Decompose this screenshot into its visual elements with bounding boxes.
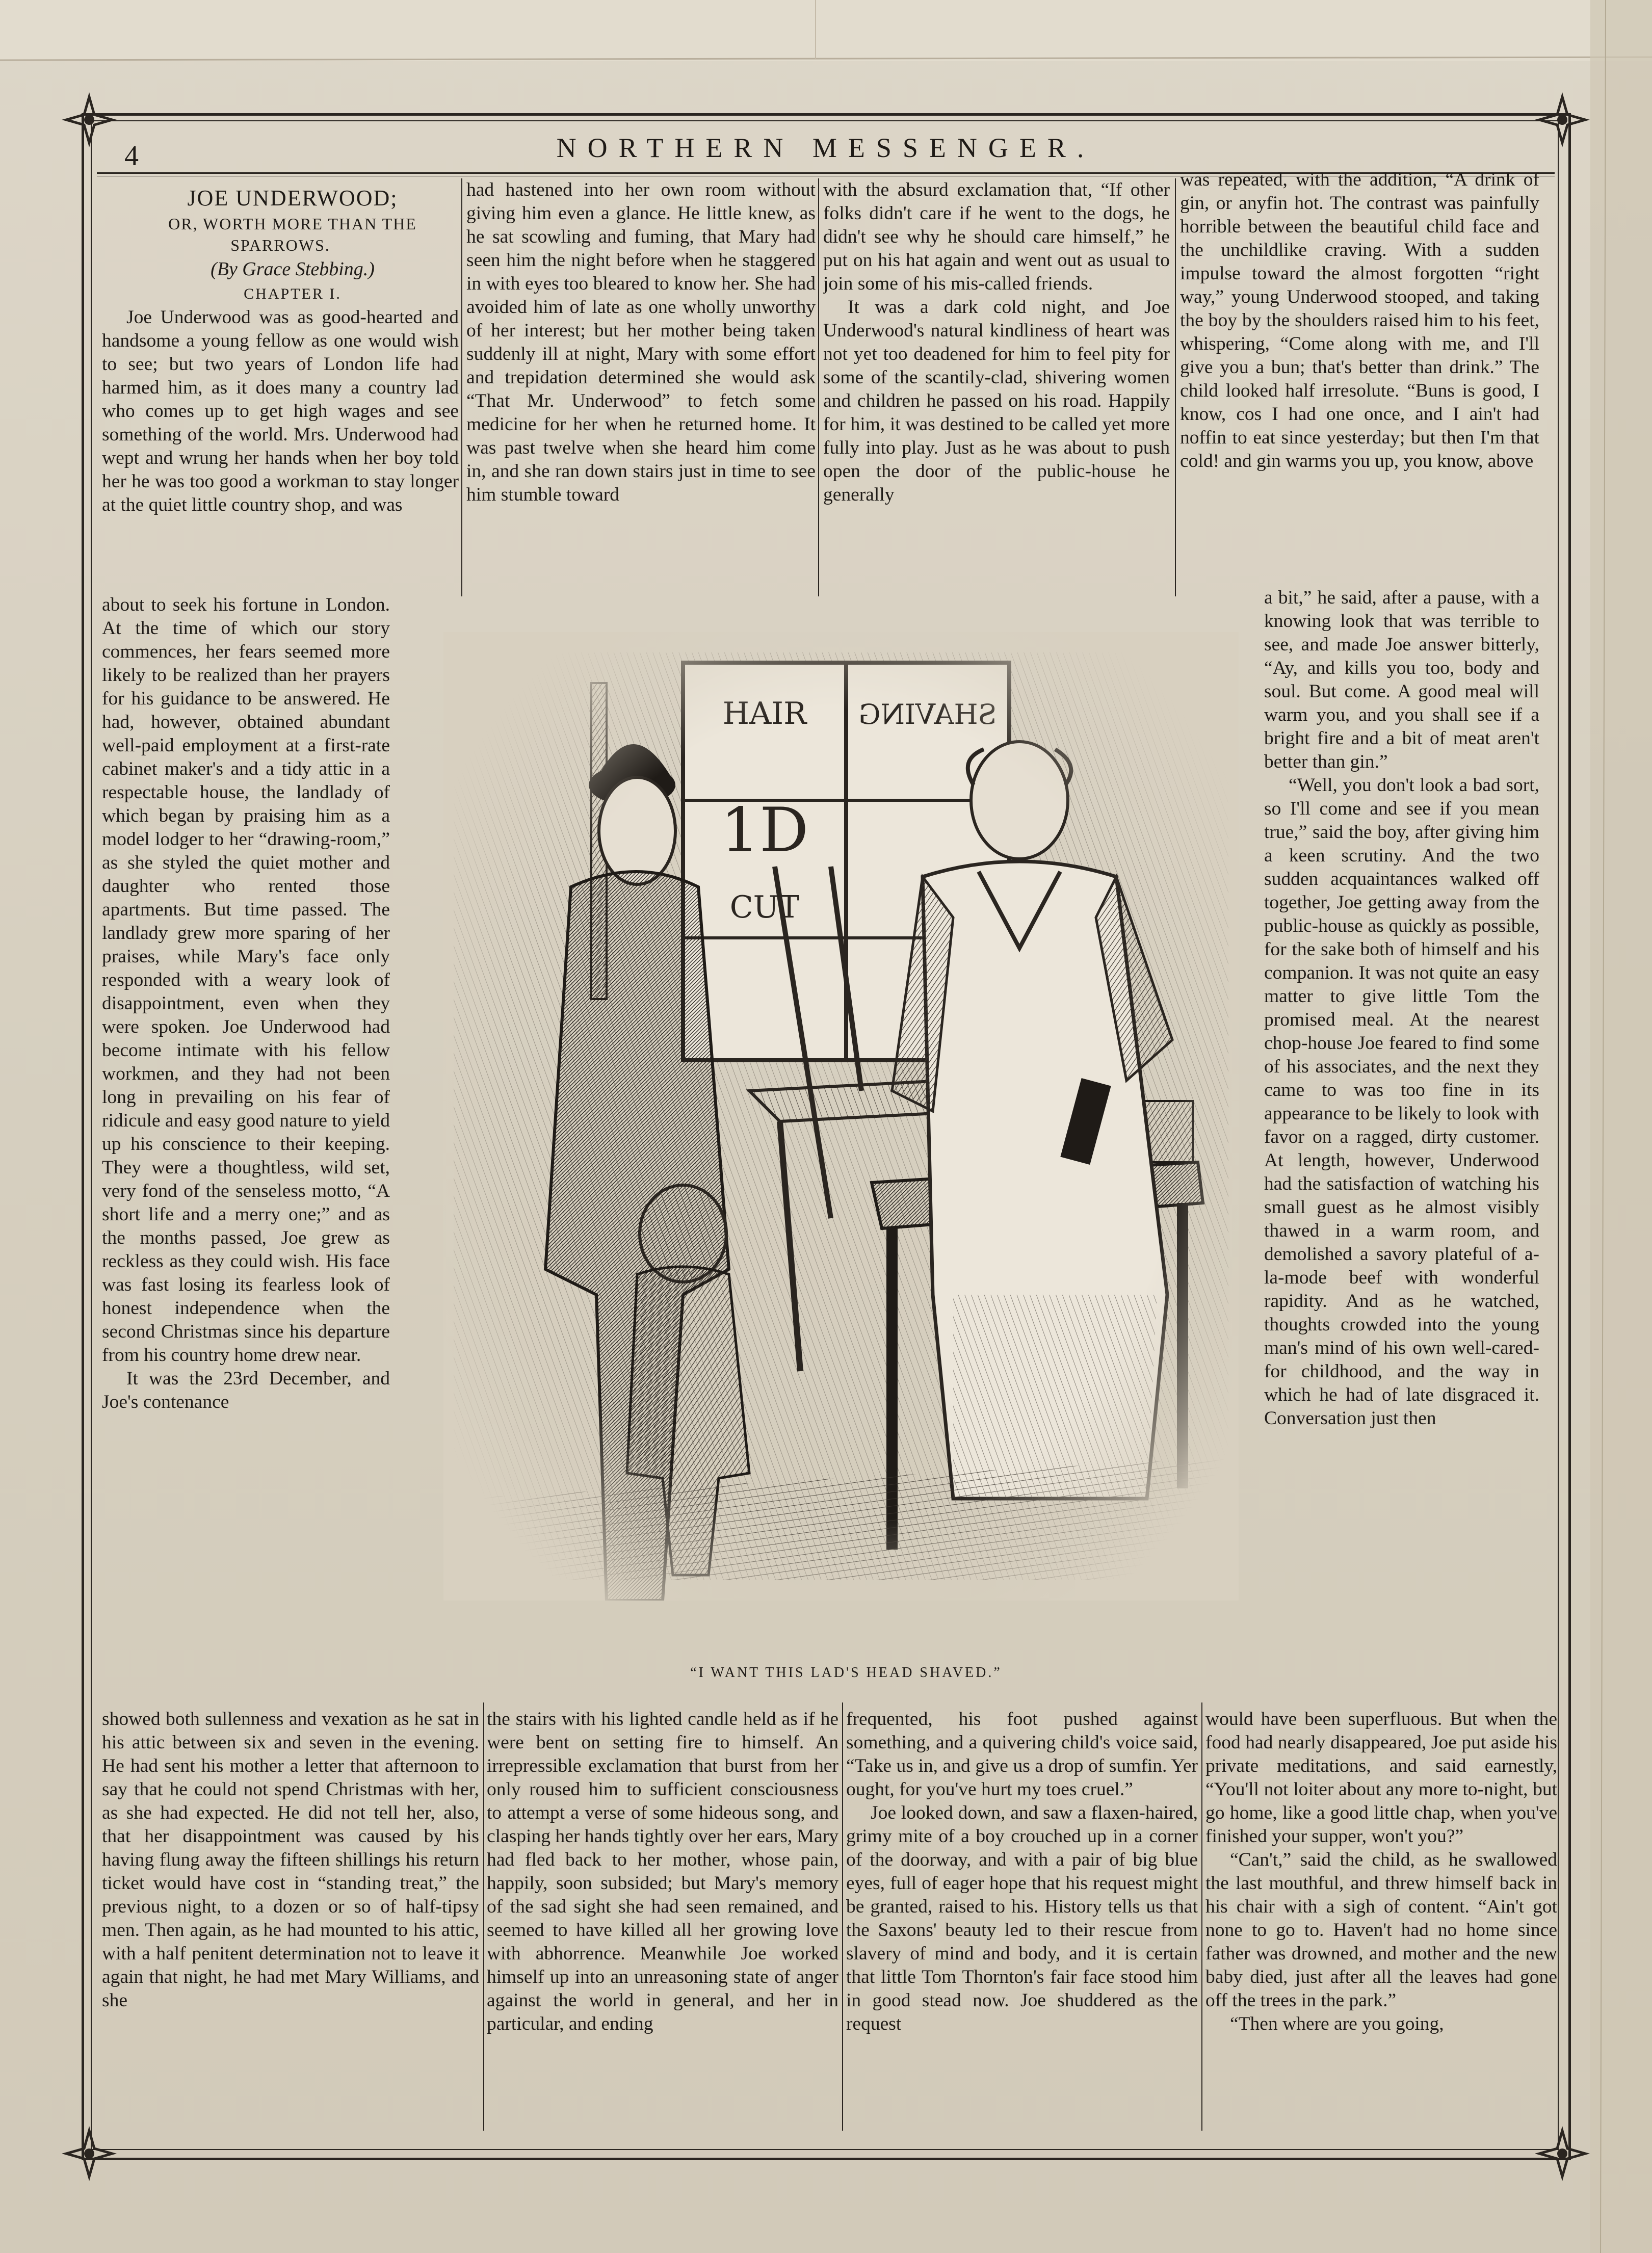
paragraph: Joe looked down, and saw a flaxen-haired, grimy mite of a boy crouched up in a corner of the doorway, and with a pair of big blue eyes, full of eager hope that his request might be granted, raised to his. History tells us that the Saxons' beauty led to their rescue from slavery of mind and body, and it is certain that little Tom Thornton's fair face stood him in good stead now. Joe shuddered as the request (846, 1802, 1198, 2034)
paragraph: “Then where are you going, (1230, 2013, 1444, 2034)
column-rule (818, 178, 819, 596)
column-1-lower (102, 593, 390, 1708)
paragraph: Joe Underwood was as good-hearted and handsome a young fellow as one would wish to see; but two years of London life had harmed him, as it does many a country lad who comes up to get high wages and see something of the world. Mrs. Underwood had wept and wrung her hands when her boy told her he was too good a workman to stay longer at the quiet little country shop, and was (102, 307, 459, 515)
column-2-bottom (487, 1708, 838, 2136)
column-2-upper (466, 178, 816, 601)
paragraph: “Well, you don't look a bad sort, so I'll come and see if you mean true,” said the boy, after giving him a keen scrutiny. And the two sudden acquaintances walked off together, Joe getting away from the public-house as quickly as possible, for the sake both of himself and his companion. It was not quite an easy matter to give little Tom the promised meal. At the nearest chop-house Joe feared to find some of his associates, and the next they came to was too fine in its appearance to be likely to look with favor on a ragged, dirty customer. At length, however, Underwood had the satisfaction of watching his small guest as he almost visibly thawed in a warm room, and demolished a savory plateful of a-la-mode beef with wonderful rapidity. And as he watched, thoughts crowded into the young man's mind of his own well-cared-for childhood, and the way in which he had of late disgraced it. Conversation just then (1264, 775, 1539, 1429)
paragraph: would have been superfluous. But when the food had nearly disappeared, Joe put aside his private meditations, and said earnestly, “You'll not loiter about any more to-night, but go home, like a good little chap, when you've finished your supper, won't you?” (1205, 1709, 1557, 1847)
column-4-bottom (1205, 1708, 1557, 2136)
column-rule (1175, 178, 1176, 596)
paragraph: about to seek his fortune in London. At the time of which our story commences, her fears seemed more likely to be realized than her prayers for his guidance to be answered. He had, however, obtained abundant well-paid employment at a first-rate cabinet maker's and a tidy attic in a respectable house, the landlady of which began by praising him as a model lodger to her “drawing-room,” as she styled the quiet mother and daughter who rented those apartments. But time passed. The landlady grew more sparing of her praises, while Mary's face only responded with a weary look of disappointment, even when they were spoken. Joe Underwood had become intimate with his fellow workmen, and they had not been long in prevailing on his fear of ridicule and easy good nature to yield up his conscience to their keeping. They were a thoughtless, wild set, very fond of the senseless motto, “A short life and a merry one;” and as the months passed, Joe grew as reckless as they could wish. His face was fast losing its fearless look of honest independence when the second Christmas since his departure from his country home drew near. (102, 594, 390, 1366)
story-subtitle: OR, WORTH MORE THAN THE SPARROWS. (168, 215, 417, 254)
paragraph: showed both sullenness and vexation as he sat in his attic between six and seven in the evening. He had sent his mother a letter that afternoon to say that he could not spend Christmas with her, as she had expected. He did not tell her, also, that her disappointment was caused by his having flung away the fifteen shillings his return ticket would have cost in “standing treat,” the previous night, to a dozen or so of half-tipsy men. Then again, as he had mounted to his attic, with a half penitent determination not to leave it again that night, he had met Mary Williams, and she (102, 1709, 479, 2011)
column-rule (461, 178, 462, 596)
masthead-title: NORTHERN MESSENGER. (556, 133, 1095, 163)
page-number: 4 (124, 140, 139, 172)
column-1-bottom (102, 1708, 479, 2136)
column-1-upper (102, 184, 459, 593)
paragraph: had hastened into her own room without giving him even a glance. He little knew, as he sat scowling and fuming, that Mary had seen him the night before when he staggered in with eyes too bleared to know her. She had avoided him of late as one wholly unworthy of her interest; but her mother being taken suddenly ill at night, Mary with some effort and trepidation determined she would ask “That Mr. Underwood” to fetch some medicine for her when he returned home. It was past twelve when she heard him come in, and she ran down stairs just in time to see him stumble toward (466, 179, 816, 505)
paragraph: It was the 23rd December, and Joe's contenance (102, 1368, 390, 1412)
paragraph: a bit,” he said, after a pause, with a knowing look that was terrible to see, and made Joe answer bitterly, “Ay, and kills you too, body and soul. But come. A good meal will warm you, and you shall see if a bright fire and a bit of meat aren't better than gin.” (1264, 587, 1539, 772)
story-title: JOE UNDERWOOD; (187, 186, 398, 211)
paragraph: was repeated, with the addition, “A drink of gin, or anyfin hot. The contrast was painfully horrible between the beautiful child face and the unchildlike craving. With a sudden impulse toward the almost forgotten “right way,” young Underwood stooped, and taking the boy by the shoulders raised him to his feet, whispering, “Come along with me, and I'll give you a bun; that's better than drink.” The child looked half irresolute. “Buns is good, I know, cos I had one once, and I ain't had noffin to eat since yesterday; but then I'm that cold! and gin warms you up, you know, above (1180, 169, 1539, 471)
paragraph: “Can't,” said the child, as he swallowed the last mouthful, and threw himself back in his chair with a sigh of content. “Ain't got none to go to. Haven't had no home since father was drowned, and mother and the new baby died, just after all the leaves had gone off the trees in the park.” (1205, 1849, 1557, 2011)
column-rule (483, 1702, 484, 2131)
paragraph: It was a dark cold night, and Joe Underwood's natural kindliness of heart was not yet too deadened for him to feel pity for some of the scantily-clad, shivering women and children he passed on his road. Happily for him, it was destined to be called yet more fully into play. Just as he was about to push open the door of the public-house he generally (823, 297, 1170, 505)
paragraph: frequented, his foot pushed against something, and a quivering child's voice said, “Take us in, and give us a drop of sumfin. Yer ought, for you've hurt my toes cruel.” (846, 1709, 1198, 1800)
column-rule (1201, 1702, 1202, 2131)
paragraph: with the absurd exclamation that, “If other folks didn't care if he went to the dogs, he didn't see why he should care himself,” he put on his hat again and went out as usual to join some of his mis-called friends. (823, 179, 1170, 294)
paragraph: the stairs with his lighted candle held as if he were bent on setting fire to himself. An irrepressible exclamation that burst from her only roused him to sufficient consciousness to attempt a verse of some hideous song, and clasping her hands tightly over her ears, Mary had fled back to her mother, whose pain, happily, soon subsided; but Mary's memory of the sad sight she had seen remained, and seemed to have killed all her growing love with abhorrence. Meanwhile Joe worked himself up into an unreasoning state of anger against the world in general, and her in particular, and ending (487, 1709, 838, 2034)
story-byline: (By Grace Stebbing.) (211, 258, 375, 280)
column-3-upper (823, 178, 1170, 601)
illustration-caption: “I WANT THIS LAD'S HEAD SHAVED.” (690, 1665, 1002, 1681)
engraving-illustration (443, 632, 1239, 1601)
column-3-bottom (846, 1708, 1198, 2136)
chapter-heading: CHAPTER I. (244, 285, 342, 302)
column-rule (842, 1702, 843, 2131)
column-4-upper (1180, 168, 1539, 593)
column-4-lower (1264, 586, 1539, 1716)
page-header (97, 123, 1555, 174)
story-heading (102, 184, 459, 306)
